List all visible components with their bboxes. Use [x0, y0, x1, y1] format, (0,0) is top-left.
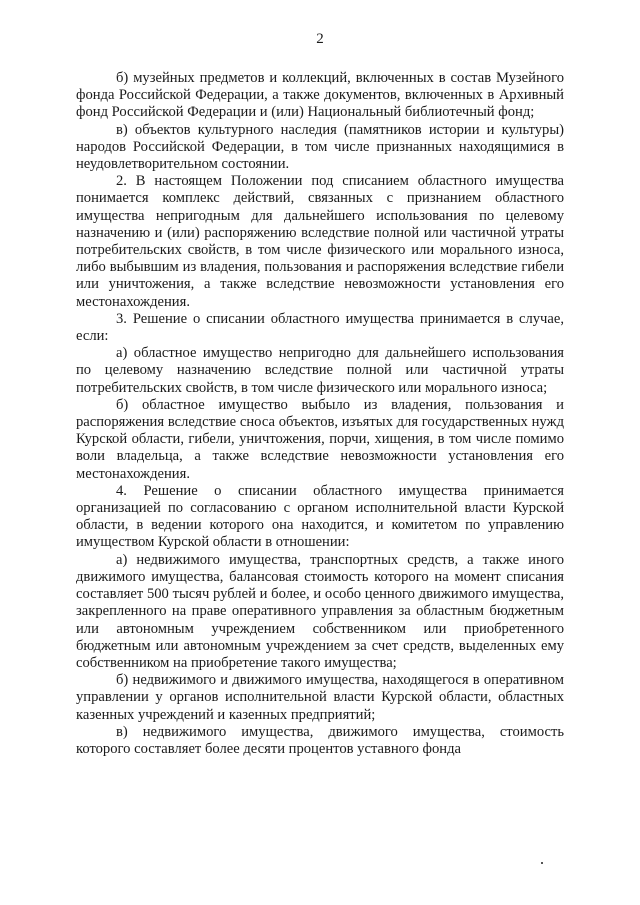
document-body [76, 70, 564, 758]
page-number: 2 [316, 31, 324, 47]
paragraph-1v: в) объектов культурного наследия (памятников истории и культуры) народов Российской Федерации, в том числе признанных находящимися в неудовлетворительном состоянии. [76, 121, 564, 173]
paragraph-1b: б) музейных предметов и коллекций, включенных в состав Музейного фонда Российской Федерации, а также документов, включенных в Архивный фонд Российской Федерации и (или) Национальный библиотечный фонд; [76, 70, 564, 121]
paragraph-4: 4. Решение о списании областного имущества принимается организацией по согласованию с органом исполнительной власти Курской области, в ведении которого она находится, и комитетом по управлению имуществом Курской области в отношении: [76, 482, 564, 551]
paragraph-2: 2. В настоящем Положении под списанием областного имущества понимается комплекс действий, связанных с признанием областного имущества непригодным для дальнейшего использования по целевому назначению и (или) распоряжению вследствие полной или частичной утраты потребительских свойств, в том числе физического или морального износа, либо выбывшим из владения, пользования и распоряжения вследствие гибели или уничтожения, а также вследствие невозможности установления его местонахождения. [76, 173, 564, 310]
paragraph-4a: а) недвижимого имущества, транспортных средств, а также иного движимого имущества, балансовая стоимость которого на момент списания составляет 500 тысяч рублей и более, и особо ценного движимого имущества, закрепленного на праве оперативного управления за областным бюджетным или автономным учреждением собственником или приобретенного бюджетным или автономным учреждением за счет средств, выделенных ему собственником на приобретение такого имущества; [76, 551, 564, 671]
scan-speck [541, 862, 543, 864]
paragraph-4b: б) недвижимого и движимого имущества, находящегося в оперативном управлении у органов исполнительной власти Курской области, областных казенных учреждений и казенных предприятий; [76, 672, 564, 723]
paragraph-3: 3. Решение о списании областного имущества принимается в случае, если: [76, 310, 564, 345]
paragraph-4v: в) недвижимого имущества, движимого имущества, стоимость которого составляет более десяти процентов уставного фонда [76, 723, 564, 757]
paragraph-3b: б) областное имущество выбыло из владения, пользования и распоряжения вследствие сноса объектов, изъятых для государственных нужд Курской области, гибели, уничтожения, порчи, хищения, в том числе помимо воли владельца, а также вследствие невозможности установления его местонахождения. [76, 396, 564, 482]
paragraph-3a: а) областное имущество непригодно для дальнейшего использования по целевому назначению вследствие полной или частичной утраты потребительских свойств, в том числе физического или морального износа; [76, 345, 564, 396]
